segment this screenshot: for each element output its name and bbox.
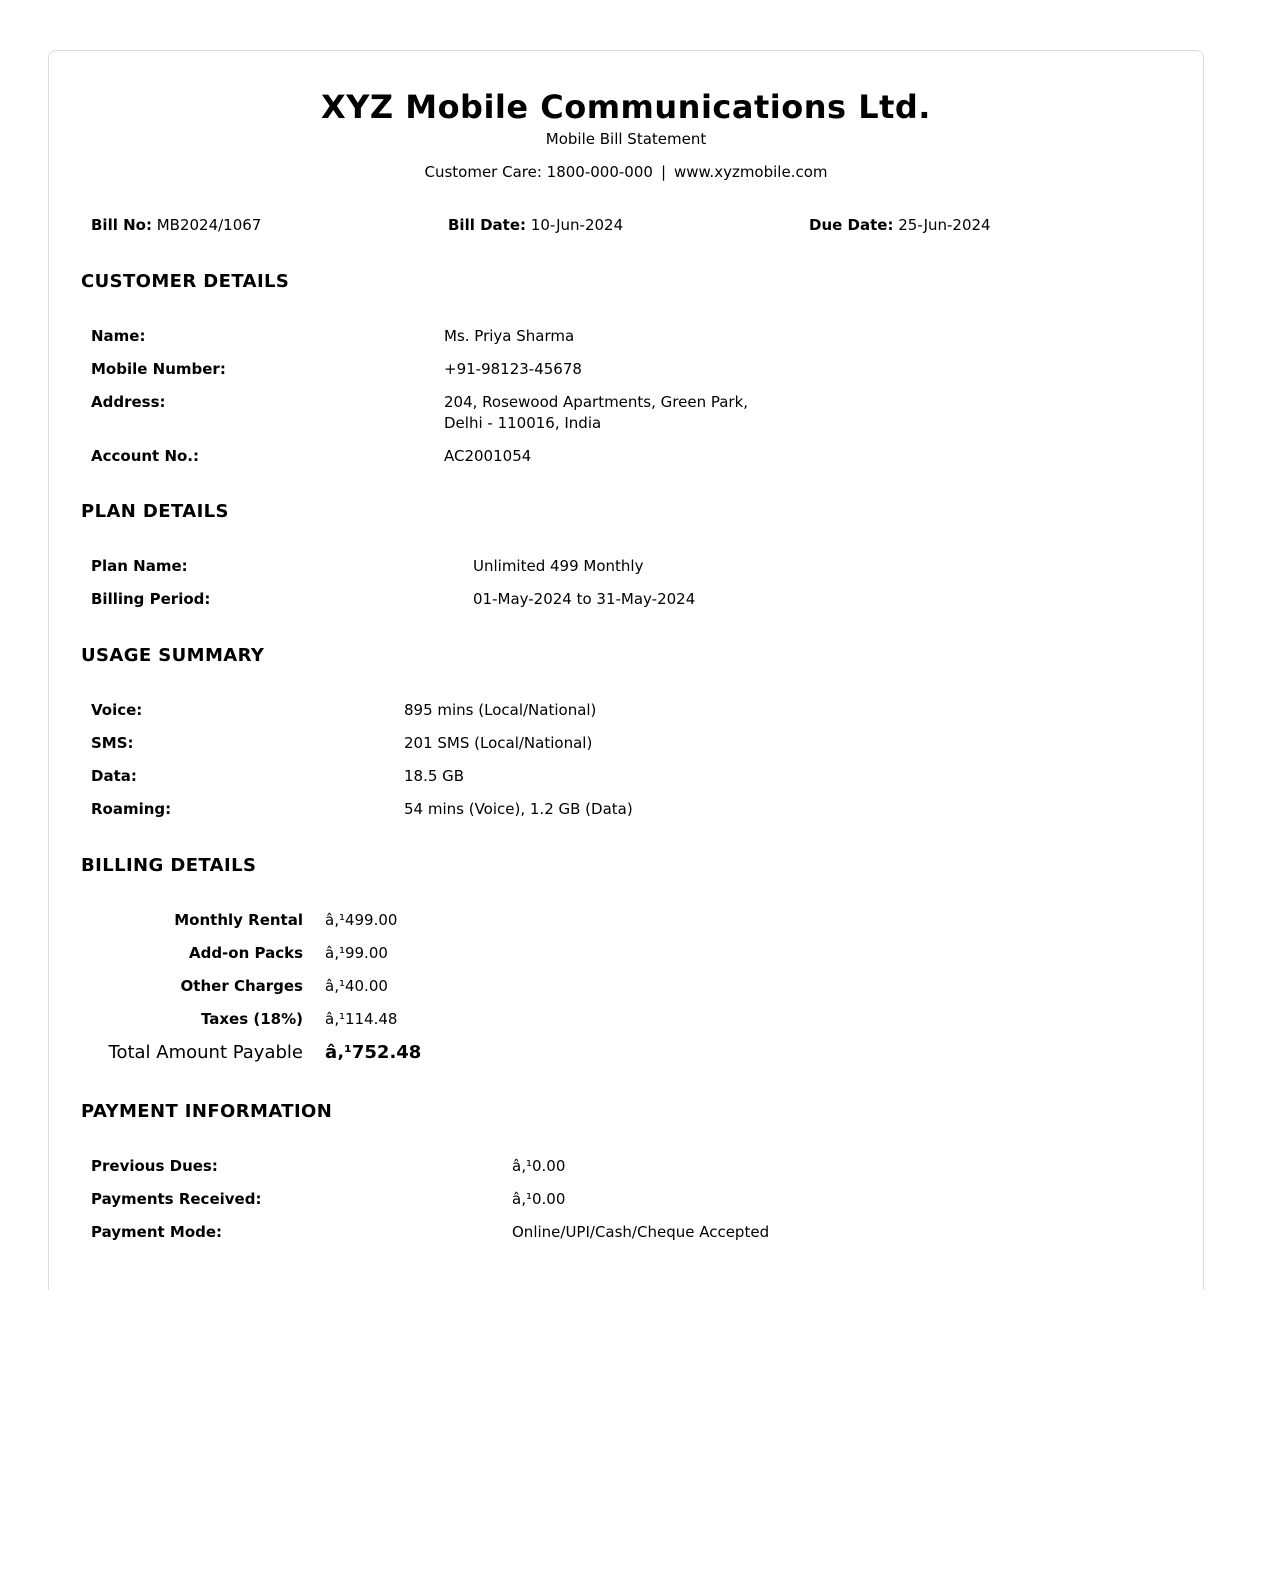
other-charges-value: â‚¹40.00	[325, 977, 388, 995]
payment-information-heading: PAYMENT INFORMATION	[81, 1101, 333, 1122]
other-charges-label: Other Charges	[180, 977, 303, 995]
usage-summary-heading: USAGE SUMMARY	[81, 645, 265, 666]
data-label: Data:	[91, 767, 137, 785]
roaming-label: Roaming:	[91, 800, 172, 818]
plan-name-value: Unlimited 499 Monthly	[473, 557, 644, 575]
account-value: AC2001054	[444, 447, 532, 465]
total-payable-value: â‚¹752.48	[325, 1042, 422, 1063]
addon-packs-value: â‚¹99.00	[325, 944, 388, 962]
billing-details-heading: BILLING DETAILS	[81, 855, 257, 876]
mobile-value: +91-98123-45678	[444, 360, 582, 378]
monthly-rental-value: â‚¹499.00	[325, 911, 398, 929]
payments-received-value: â‚¹0.00	[512, 1190, 566, 1208]
mobile-label: Mobile Number:	[91, 360, 226, 378]
address-line-1: 204, Rosewood Apartments, Green Park,	[444, 393, 749, 411]
company-name: XYZ Mobile Communications Ltd.	[321, 88, 931, 126]
address-label: Address:	[91, 393, 166, 411]
addon-packs-label: Add-on Packs	[188, 944, 303, 962]
customer-care-line	[49, 162, 1203, 182]
due-date	[809, 215, 991, 235]
payments-received-label: Payments Received:	[91, 1190, 262, 1208]
bill-date-value: 10-Jun-2024	[530, 216, 624, 234]
data-value: 18.5 GB	[404, 767, 465, 785]
address-line-2: Delhi - 110016, India	[444, 414, 602, 432]
account-label: Account No.:	[91, 447, 200, 465]
customer-details-heading: CUSTOMER DETAILS	[81, 271, 290, 292]
sms-label: SMS:	[91, 734, 134, 752]
website-link[interactable]: www.xyzmobile.com	[674, 163, 828, 181]
bill-number-label: Bill No:	[91, 216, 152, 234]
name-value: Ms. Priya Sharma	[444, 327, 575, 345]
separator: |	[660, 163, 666, 181]
due-date-value: 25-Jun-2024	[898, 216, 991, 234]
previous-dues-value: â‚¹0.00	[512, 1157, 566, 1175]
payment-mode-value: Online/UPI/Cash/Cheque Accepted	[512, 1223, 770, 1241]
total-payable-label: Total Amount Payable	[108, 1042, 303, 1063]
bill-date-label: Bill Date:	[448, 216, 526, 234]
roaming-value: 54 mins (Voice), 1.2 GB (Data)	[404, 800, 633, 818]
billing-period-value: 01-May-2024 to 31-May-2024	[473, 590, 696, 608]
bill-number	[91, 215, 261, 235]
statement-subtitle: Mobile Bill Statement	[545, 130, 707, 148]
voice-value: 895 mins (Local/National)	[404, 701, 597, 719]
voice-label: Voice:	[91, 701, 143, 719]
name-label: Name:	[91, 327, 146, 345]
payment-mode-label: Payment Mode:	[91, 1223, 223, 1241]
plan-name-label: Plan Name:	[91, 557, 188, 575]
sms-value: 201 SMS (Local/National)	[404, 734, 593, 752]
monthly-rental-label: Monthly Rental	[174, 911, 303, 929]
plan-details-heading: PLAN DETAILS	[81, 501, 229, 522]
taxes-value: â‚¹114.48	[325, 1010, 398, 1028]
customer-care-number: Customer Care: 1800-000-000	[424, 163, 653, 181]
due-date-label: Due Date:	[809, 216, 894, 234]
previous-dues-label: Previous Dues:	[91, 1157, 218, 1175]
bill-date	[448, 215, 623, 235]
billing-period-label: Billing Period:	[91, 590, 211, 608]
bill-number-value: MB2024/1067	[156, 216, 262, 234]
bill-statement-card	[48, 50, 1204, 1290]
taxes-label: Taxes (18%)	[200, 1010, 303, 1028]
